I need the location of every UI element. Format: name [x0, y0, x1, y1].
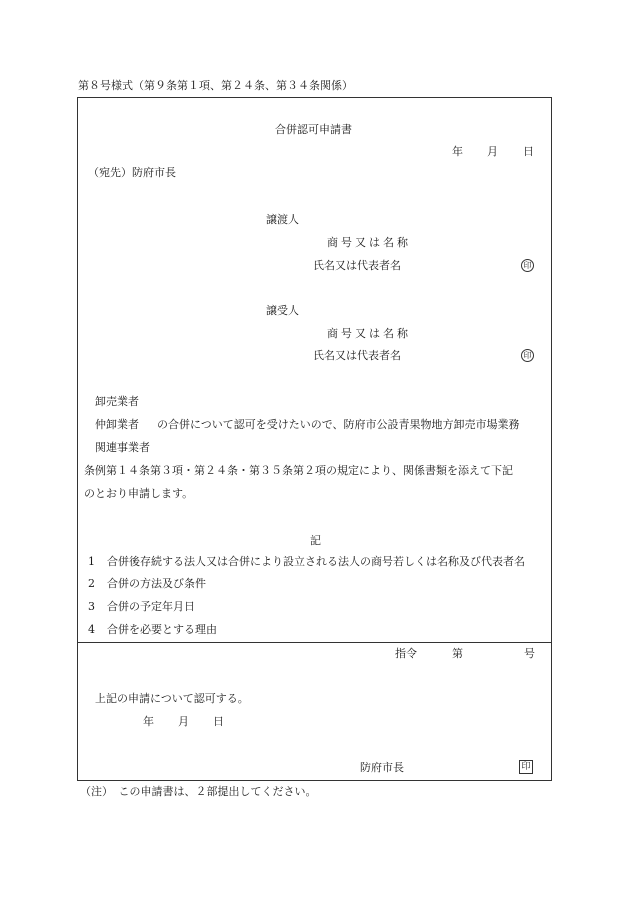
business-type-related: 関連事業者: [95, 441, 150, 454]
body-line-3: のとおり申請します。: [84, 487, 194, 500]
approval-day: 日: [213, 715, 224, 728]
transferor-heading: 譲渡人: [266, 213, 299, 226]
item-text: 合併を必要とする理由: [107, 623, 217, 636]
mayor-title: 防府市長: [360, 761, 404, 774]
body-line-1: の合併について認可を受けたいので、防府市公設青果物地方卸売市場業務: [157, 418, 520, 431]
date-day: 日: [523, 145, 534, 158]
form-number: 第８号様式（第９条第１項、第２４条、第３４条関係）: [78, 79, 353, 92]
ki-heading: 記: [310, 534, 321, 547]
item-text: 合併の予定年月日: [107, 600, 195, 613]
submission-note: （注） この申請書は、２部提出してください。: [80, 785, 317, 798]
transferor-seal: 印: [521, 259, 534, 272]
directive-label: 指令: [395, 647, 417, 660]
transferee-seal: 印: [521, 349, 534, 362]
addressee: （宛先）防府市長: [88, 166, 176, 179]
transferor-trade-name-label: 商号又は名称: [327, 236, 411, 249]
transferee-heading: 譲受人: [266, 304, 299, 317]
item-number: 2: [88, 577, 95, 590]
item-number: 3: [88, 600, 95, 613]
business-type-wholesaler: 卸売業者: [95, 395, 139, 408]
item-text: 合併後存続する法人又は合併により設立される法人の商号若しくは名称及び代表者名: [107, 555, 525, 568]
item-number: 4: [88, 623, 95, 636]
mayor-seal: 印: [519, 760, 533, 774]
transferor-name-label: 氏名又は代表者名: [313, 259, 401, 272]
form-title: 合併認可申請書: [275, 123, 352, 136]
directive-go: 号: [524, 647, 535, 660]
section-divider: [77, 642, 552, 643]
form-frame: [77, 97, 552, 781]
body-line-2: 条例第１４条第３項・第２４条・第３５条第２項の規定により、関係書類を添えて下記: [84, 464, 513, 477]
transferee-name-label: 氏名又は代表者名: [313, 349, 401, 362]
item-text: 合併の方法及び条件: [107, 577, 206, 590]
approval-text: 上記の申請について認可する。: [95, 692, 249, 705]
approval-year: 年: [143, 715, 154, 728]
approval-month: 月: [178, 715, 189, 728]
directive-dai: 第: [452, 647, 463, 660]
transferee-trade-name-label: 商号又は名称: [327, 327, 411, 340]
item-number: 1: [88, 555, 95, 568]
date-month: 月: [487, 145, 498, 158]
date-year: 年: [452, 145, 463, 158]
business-type-intermediate: 仲卸業者: [95, 418, 139, 431]
